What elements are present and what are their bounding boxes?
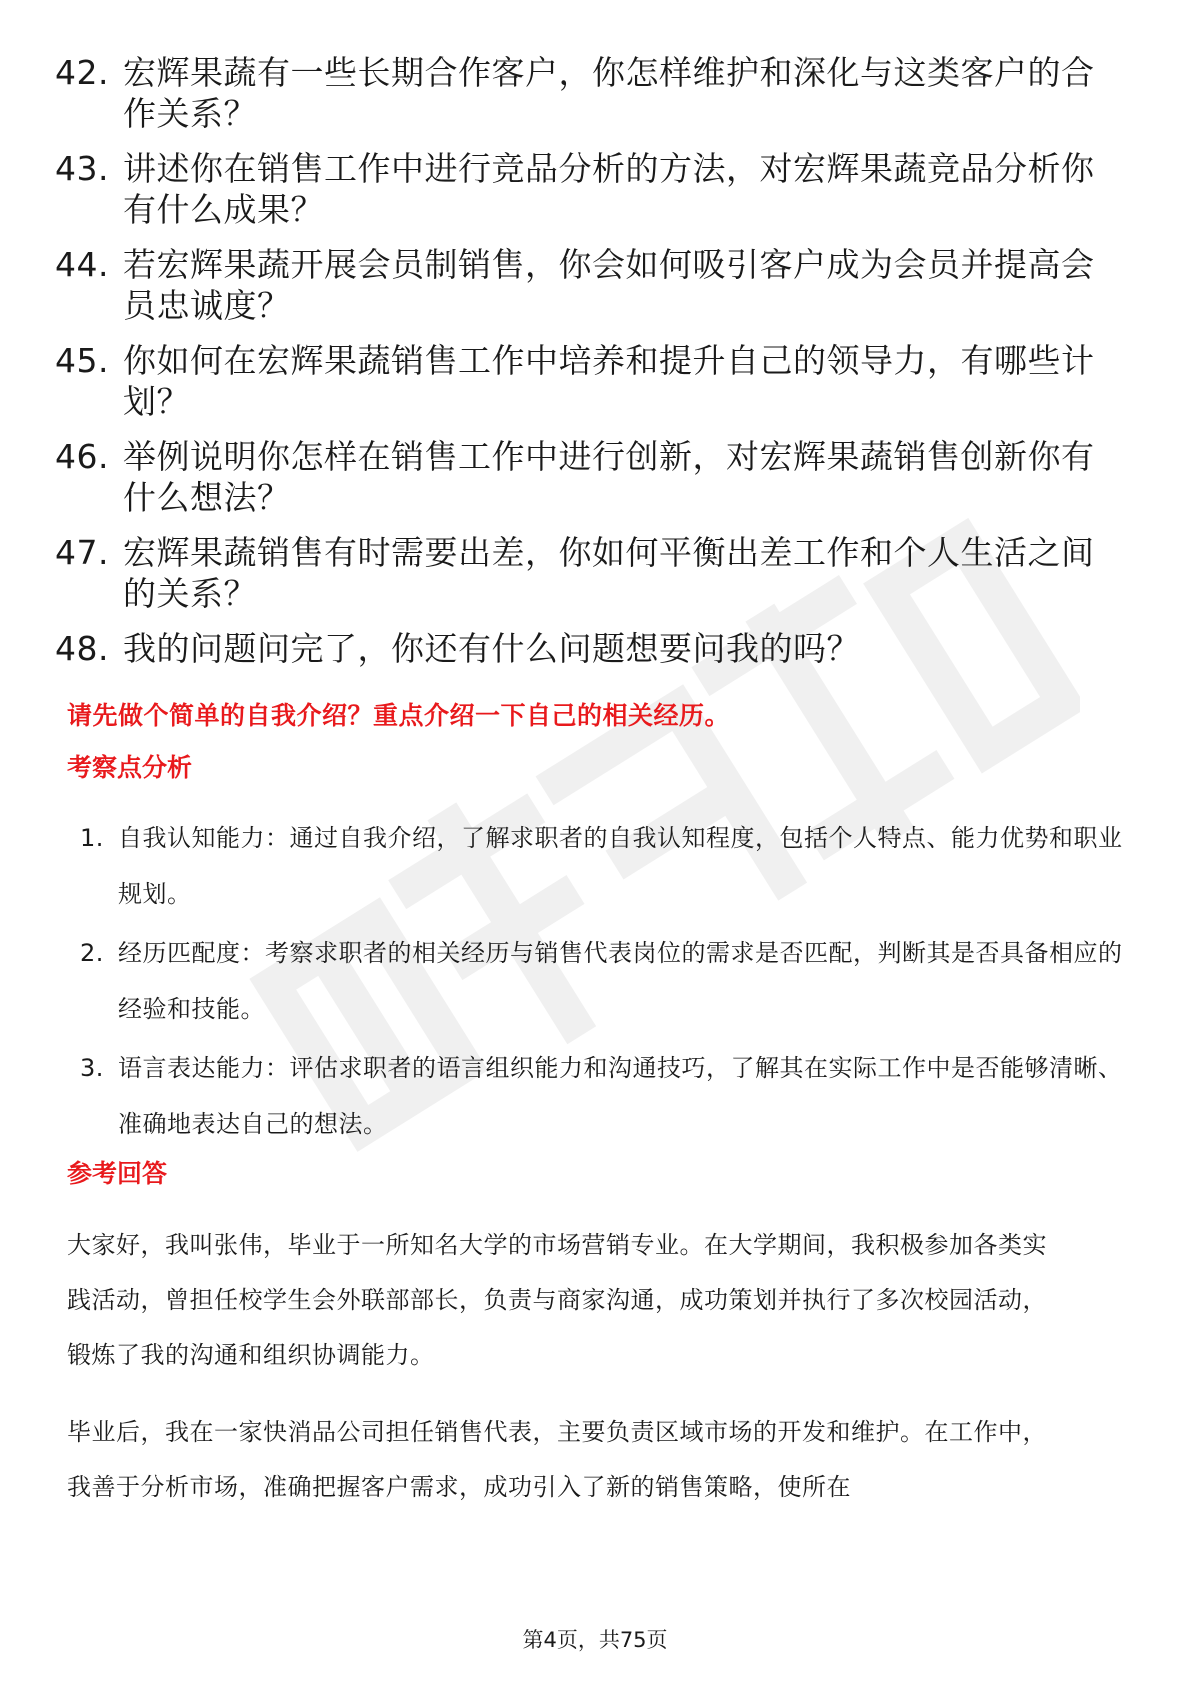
point-text: 语言表达能力：评估求职者的语言组织能力和沟通技巧，了解其在实际工作中是否能够清晰、准确地表达自己的想法。 — [118, 1054, 1123, 1138]
analysis-points — [80, 810, 1130, 1155]
reference-answer-heading: 参考回答 — [67, 1159, 168, 1188]
question-number: 46. — [55, 437, 109, 476]
analysis-point — [80, 925, 1130, 1037]
point-number: 3. — [80, 1054, 104, 1082]
question-item — [55, 52, 1115, 134]
question-number: 43. — [55, 149, 109, 188]
question-text: 宏辉果蔬有一些长期合作客户，你怎样维护和深化与这类客户的合作关系？ — [123, 53, 1095, 133]
question-text: 若宏辉果蔬开展会员制销售，你会如何吸引客户成为会员并提高会员忠诚度？ — [123, 245, 1095, 325]
point-number: 1. — [80, 824, 104, 852]
point-text: 经历匹配度：考察求职者的相关经历与销售代表岗位的需求是否匹配，判断其是否具备相应的经验和技能。 — [118, 939, 1123, 1023]
question-number: 48. — [55, 629, 109, 668]
question-text: 举例说明你怎样在销售工作中进行创新，对宏辉果蔬销售创新你有什么想法？ — [123, 437, 1095, 517]
question-text: 我的问题问完了，你还有什么问题想要问我的吗？ — [123, 629, 860, 668]
question-item — [55, 532, 1115, 614]
question-item — [55, 244, 1115, 326]
question-item — [55, 628, 1115, 669]
analysis-heading: 考察点分析 — [67, 753, 193, 782]
page-number: 第4页，共75页 — [522, 1628, 668, 1652]
interview-question-title: 请先做个简单的自我介绍？重点介绍一下自己的相关经历。 — [67, 701, 731, 730]
question-text: 宏辉果蔬销售有时需要出差，你如何平衡出差工作和个人生活之间的关系？ — [123, 533, 1095, 613]
answer-paragraph: 大家好，我叫张伟，毕业于一所知名大学的市场营销专业。在大学期间，我积极参加各类实践活动，曾担任校学生会外联部部长，负责与商家沟通，成功策划并执行了多次校园活动，锻炼了我的沟通和组织协调能力。 — [67, 1231, 1047, 1369]
point-number: 2. — [80, 939, 104, 967]
question-text: 讲述你在销售工作中进行竞品分析的方法，对宏辉果蔬竞品分析你有什么成果？ — [123, 149, 1095, 229]
question-number: 47. — [55, 533, 109, 572]
answer-paragraph: 毕业后，我在一家快消品公司担任销售代表，主要负责区域市场的开发和维护。在工作中，我善于分析市场，准确把握客户需求，成功引入了新的销售策略，使所在 — [67, 1418, 1047, 1501]
analysis-point — [80, 810, 1130, 922]
question-item — [55, 340, 1115, 422]
question-number: 44. — [55, 245, 109, 284]
analysis-point — [80, 1040, 1130, 1152]
question-number: 42. — [55, 53, 109, 92]
question-number: 45. — [55, 341, 109, 380]
question-text: 你如何在宏辉果蔬销售工作中培养和提升自己的领导力，有哪些计划？ — [123, 341, 1095, 421]
point-text: 自我认知能力：通过自我介绍，了解求职者的自我认知程度，包括个人特点、能力优势和职业规划。 — [118, 824, 1123, 908]
question-item — [55, 148, 1115, 230]
question-item — [55, 436, 1115, 518]
question-list — [55, 52, 1115, 683]
